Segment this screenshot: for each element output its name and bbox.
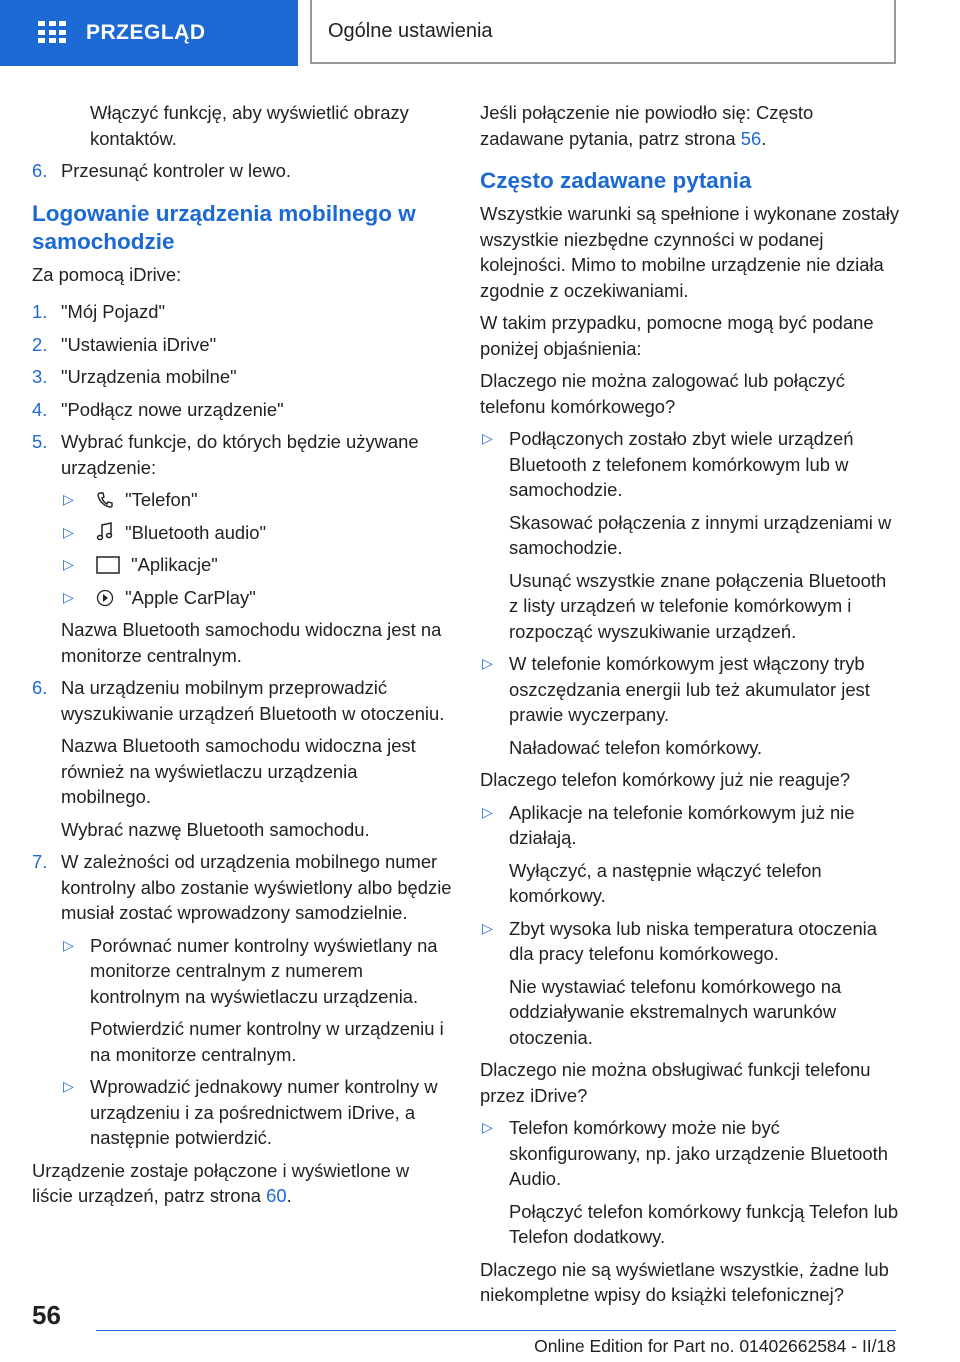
function-option-telefon xyxy=(61,487,452,513)
faq-question: Dlaczego nie są wyświetlane wszystkie, żadne lub niekompletne wpisy do książki telefonicznej? xyxy=(480,1258,889,1305)
step-number: 7. xyxy=(32,851,48,872)
faq-question: Dlaczego nie można obsługiwać funkcji telefonu przez iDrive? xyxy=(480,1059,871,1106)
function-option-aplikacje xyxy=(61,552,452,578)
left-column xyxy=(32,100,452,1216)
step-note: Wybrać nazwę Bluetooth samochodu. xyxy=(61,818,370,840)
step-text: "Ustawienia iDrive" xyxy=(61,333,217,355)
step-item xyxy=(32,849,452,1151)
step-number: 5. xyxy=(32,431,48,452)
bullet-item xyxy=(61,1074,452,1151)
bullet-icon: ▷ xyxy=(63,1078,74,1094)
right-column xyxy=(480,100,900,1315)
header xyxy=(0,0,960,66)
carplay-icon xyxy=(96,589,114,607)
step-number: 6. xyxy=(32,160,48,181)
overview-tab[interactable] xyxy=(0,0,298,66)
function-label: "Apple CarPlay" xyxy=(125,586,256,608)
step-item xyxy=(32,429,452,668)
page-number: 56 xyxy=(32,1300,61,1330)
intro-text: Jeśli połączenie nie powiodło się: Często zadawane pytania, patrz strona xyxy=(480,102,814,149)
bullet-subtext: Potwierdzić numer kontrolny w urządzeniu i na monitorze centralnym. xyxy=(90,1018,444,1065)
bullet-item xyxy=(480,916,900,1051)
bullet-text: Telefon komórkowy może nie być skonfigurowany, np. jako urządzenie Bluetooth Audio. xyxy=(509,1117,888,1189)
step-number: 4. xyxy=(32,398,48,420)
step-item xyxy=(32,397,452,423)
faq-paragraph: W takim przypadku, pomocne mogą być podane poniżej objaśnienia: xyxy=(480,312,874,359)
overview-tab-label: PRZEGLĄD xyxy=(86,21,206,44)
bullet-text: Zbyt wysoka lub niska temperatura otoczenia dla pracy telefonu komórkowego. xyxy=(509,917,877,964)
bullet-subtext: Wyłączyć, a następnie włączyć telefon komórkowy. xyxy=(509,859,822,906)
bullet-item xyxy=(480,800,900,909)
grid-menu-icon xyxy=(38,21,66,45)
bullet-item xyxy=(480,426,900,644)
bullet-icon: ▷ xyxy=(63,491,74,507)
section-heading-login: Logowanie urządzenia mobilnego w samochodzie xyxy=(32,200,416,254)
bullet-item xyxy=(480,1115,900,1250)
faq-paragraph: Wszystkie warunki są spełnione i wykonane zostały wszystkie niezbędne czynności w podanej kolejności. Mimo to mobilne urządzenie nie działa zgodnie z oczekiwaniami. xyxy=(480,203,900,301)
bullet-subtext: Naładować telefon komórkowy. xyxy=(509,736,763,758)
faq-question: Dlaczego nie można zalogować lub połączyć telefonu komórkowego? xyxy=(480,370,845,417)
step-number: 2. xyxy=(32,333,48,355)
page-link[interactable]: 56 xyxy=(740,127,762,149)
bullet-icon: ▷ xyxy=(482,919,493,936)
bullet-icon: ▷ xyxy=(63,936,74,953)
step-text: Wybrać funkcje, do których będzie używane urządzenie: xyxy=(61,431,419,478)
step-text: "Mój Pojazd" xyxy=(61,301,166,322)
bullet-subtext: Połączyć telefon komórkowy funkcją Telefon lub Telefon dodatkowy. xyxy=(509,1200,899,1247)
step-text: "Urządzenia mobilne" xyxy=(61,366,237,387)
step-text: Przesunąć kontroler w lewo. xyxy=(61,160,291,181)
faq-question: Dlaczego telefon komórkowy już nie reaguje? xyxy=(480,769,851,790)
bullet-subtext: Nie wystawiać telefonu komórkowego na oddziaływanie ekstremalnych warunków otoczenia. xyxy=(509,975,842,1048)
function-option-bluetooth-audio xyxy=(61,520,452,546)
step-item xyxy=(32,364,452,390)
bullet-icon: ▷ xyxy=(63,556,74,572)
section-title: Ogólne ustawienia xyxy=(328,19,493,42)
intro-paragraph xyxy=(480,100,900,151)
bullet-item xyxy=(61,933,452,1068)
bullet-subtext: Usunąć wszystkie znane połączenia Bluetooth z listy urządzeń w telefonie komórkowym i rozpocząć wyszukiwanie urządzeń. xyxy=(509,569,887,642)
apps-screen-icon xyxy=(96,556,120,574)
bullet-icon: ▷ xyxy=(482,655,493,671)
footer-divider xyxy=(96,1330,896,1331)
intro-text: Za pomocą iDrive: xyxy=(32,263,182,285)
step-note: Nazwa Bluetooth samochodu widoczna jest również na wyświetlaczu urządzenia mobilnego. xyxy=(61,735,416,807)
step-item xyxy=(32,675,452,842)
bullet-icon: ▷ xyxy=(63,588,74,605)
function-label: "Aplikacje" xyxy=(131,554,218,575)
bullet-subtext: Skasować połączenia z innymi urządzeniami w samochodzie. xyxy=(509,511,892,558)
page-link[interactable]: 60 xyxy=(266,1185,287,1206)
music-note-icon xyxy=(96,522,114,542)
step-number: 1. xyxy=(32,301,48,322)
bullet-icon: ▷ xyxy=(482,430,493,446)
closing-text: Urządzenie zostaje połączone i wyświetlone w liście urządzeń, patrz strona xyxy=(32,1159,410,1206)
intro-continuation: Włączyć funkcję, aby wyświetlić obrazy kontaktów. xyxy=(90,102,409,149)
bullet-icon: ▷ xyxy=(482,1119,493,1135)
closing-end: . xyxy=(286,1185,292,1206)
bullet-item xyxy=(480,651,900,760)
step-number: 3. xyxy=(32,366,48,387)
bullet-text: W telefonie komórkowym jest włączony tryb oszczędzania energii lub też akumulator jest prawie wyczerpany. xyxy=(509,653,870,725)
function-label: "Telefon" xyxy=(125,489,198,510)
function-option-apple-carplay xyxy=(61,585,452,611)
bullet-text: Podłączonych zostało zbyt wiele urządzeń Bluetooth z telefonem komórkowym lub w samochodzie. xyxy=(509,428,854,500)
bullet-text: Porównać numer kontrolny wyświetlany na monitorze centralnym z numerem kontrolnym na wyświetlaczu urządzenia. xyxy=(90,934,438,1007)
bullet-text: Aplikacje na telefonie komórkowym już nie działają. xyxy=(509,801,855,848)
step-item xyxy=(32,158,452,184)
phone-icon xyxy=(96,491,114,509)
step-item xyxy=(32,299,452,325)
bullet-icon: ▷ xyxy=(63,523,74,540)
step-number: 6. xyxy=(32,677,48,698)
bullet-icon: ▷ xyxy=(482,803,493,820)
bullet-text: Wprowadzić jednakowy numer kontrolny w urządzeniu i za pośrednictwem iDrive, a następnie potwierdzić. xyxy=(90,1076,438,1148)
intro-end: . xyxy=(761,127,767,149)
step-text: Na urządzeniu mobilnym przeprowadzić wyszukiwanie urządzeń Bluetooth w otoczeniu. xyxy=(61,677,445,724)
section-title-tab[interactable] xyxy=(310,0,896,64)
step-text: "Podłącz nowe urządzenie" xyxy=(61,398,284,420)
step-item xyxy=(32,332,452,358)
step-note: Nazwa Bluetooth samochodu widoczna jest na monitorze centralnym. xyxy=(61,619,442,666)
function-label: "Bluetooth audio" xyxy=(125,521,267,543)
closing-paragraph xyxy=(32,1158,452,1209)
footer-edition: Online Edition for Part no. 01402662584 - II/18 xyxy=(534,1336,896,1356)
step-text: W zależności od urządzenia mobilnego numer kontrolny albo zostanie wyświetlony albo będzie musiał zostać wprowadzony samodzielnie. xyxy=(61,851,452,923)
section-heading-faq: Często zadawane pytania xyxy=(480,168,752,193)
